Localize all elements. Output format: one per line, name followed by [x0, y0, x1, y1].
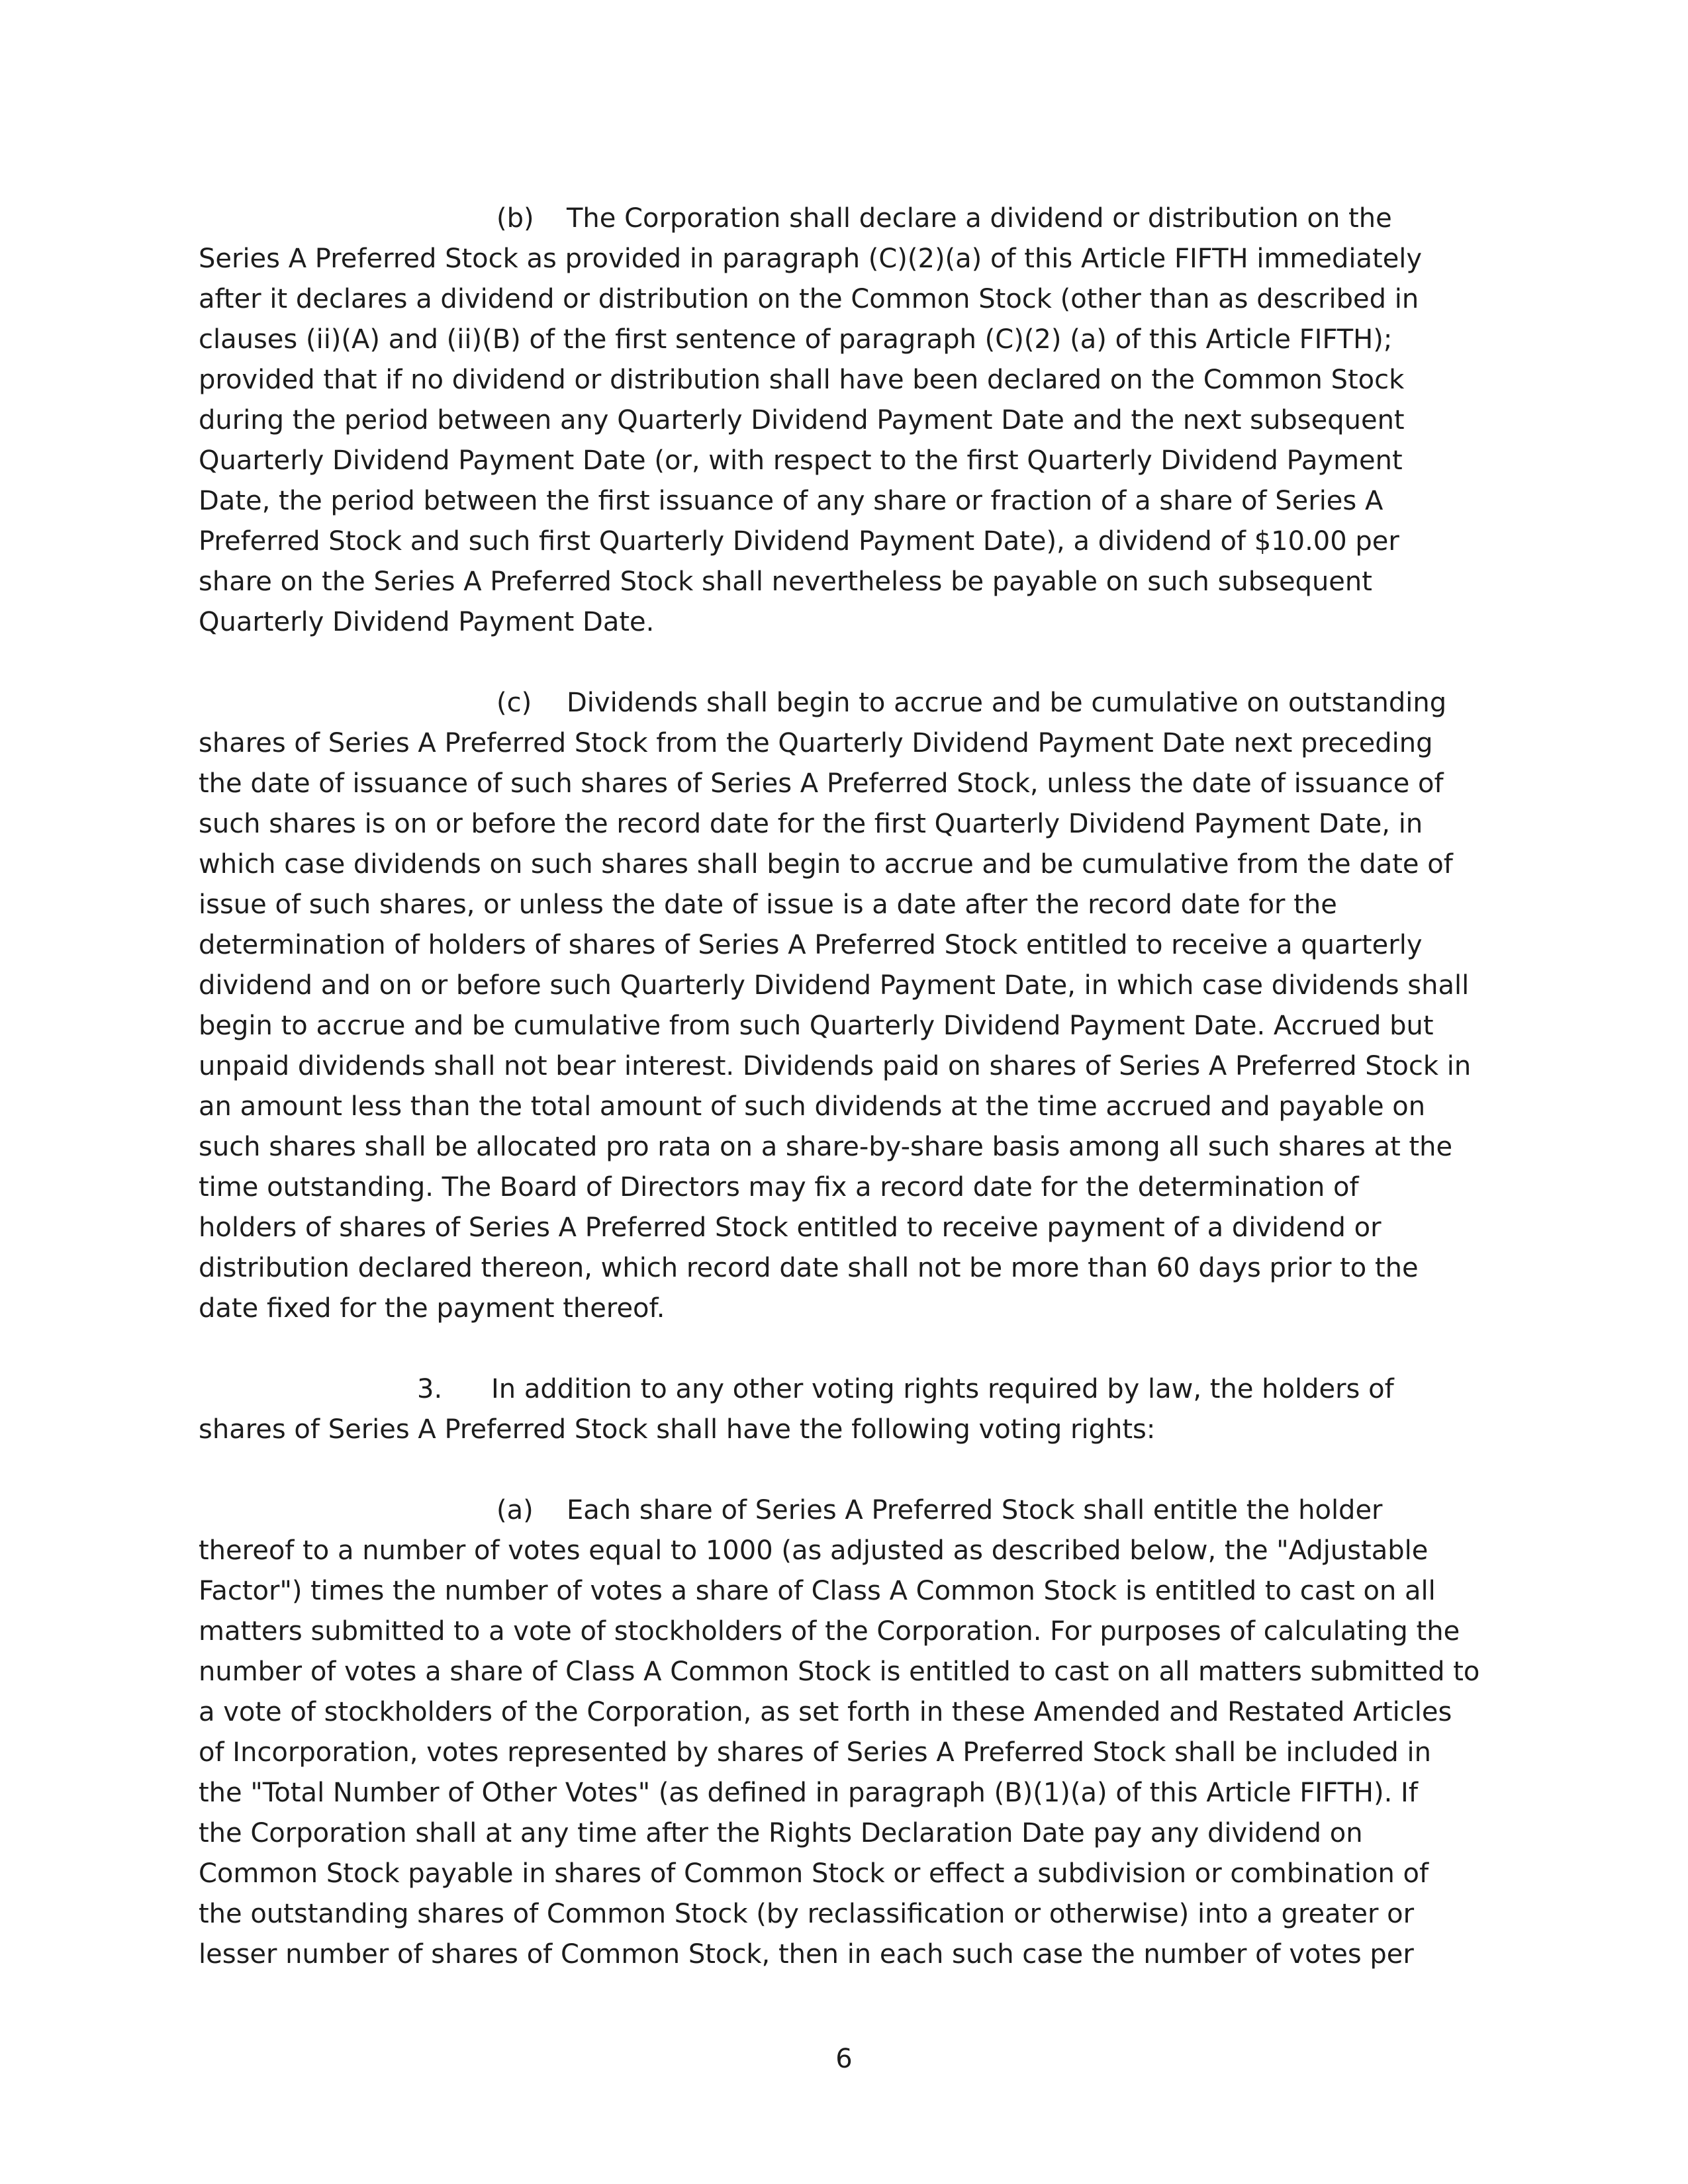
text-line: thereof to a number of votes equal to 1000 (as adjusted as described below, the "Adjustable [199, 1535, 1429, 1566]
text-line: date fixed for the payment thereof. [199, 1293, 665, 1324]
text-line: the outstanding shares of Common Stock (by reclassification or otherwise) into a greater or [199, 1899, 1415, 1929]
page-number: 6 [835, 2044, 853, 2074]
paragraph-marker: 3. [417, 1374, 443, 1404]
text-line: unpaid dividends shall not bear interest. Dividends paid on shares of Series A Preferred Stock in [199, 1051, 1472, 1081]
text-line: the Corporation shall at any time after the Rights Declaration Date pay any dividend on [199, 1818, 1363, 1848]
text-line: such shares shall be allocated pro rata on a share-by-share basis among all such shares at the [199, 1132, 1453, 1162]
text-line: issue of such shares, or unless the date of issue is a date after the record date for the [199, 889, 1337, 920]
text-line: Quarterly Dividend Payment Date. [199, 607, 655, 637]
text-line: provided that if no dividend or distribution shall have been declared on the Common Stock [199, 365, 1405, 395]
paragraph-b [199, 199, 1489, 643]
text-line: determination of holders of shares of Series A Preferred Stock entitled to receive a quarterly [199, 930, 1423, 960]
text-line: matters submitted to a vote of stockholders of the Corporation. For purposes of calculating the [199, 1616, 1460, 1647]
text-line: Series A Preferred Stock as provided in paragraph (C)(2)(a) of this Article FIFTH immediately [199, 244, 1423, 274]
paragraph-marker: (b) [496, 203, 534, 234]
text-line: Dividends shall begin to accrue and be cumulative on outstanding [567, 688, 1447, 718]
text-line: Date, the period between the first issuance of any share or fraction of a share of Series A [199, 486, 1383, 516]
text-line: Preferred Stock and such first Quarterly Dividend Payment Date), a dividend of $10.00 per [199, 526, 1399, 557]
text-line: number of votes a share of Class A Common Stock is entitled to cast on all matters submitted to [199, 1657, 1480, 1687]
text-line: Each share of Series A Preferred Stock shall entitle the holder [567, 1495, 1383, 1525]
text-line: Factor") times the number of votes a share of Class A Common Stock is entitled to cast on all [199, 1576, 1436, 1606]
text-line: distribution declared thereon, which record date shall not be more than 60 days prior to the [199, 1253, 1419, 1283]
text-line: after it declares a dividend or distribution on the Common Stock (other than as described in [199, 284, 1419, 314]
text-line: shares of Series A Preferred Stock from the Quarterly Dividend Payment Date next preceding [199, 728, 1433, 758]
text-line: a vote of stockholders of the Corporation, as set forth in these Amended and Restated Articles [199, 1697, 1452, 1727]
text-line: such shares is on or before the record date for the first Quarterly Dividend Payment Date, in [199, 809, 1423, 839]
text-line: time outstanding. The Board of Directors may fix a record date for the determination of [199, 1172, 1359, 1203]
text-line: In addition to any other voting rights required by law, the holders of [491, 1374, 1394, 1404]
paragraph-3 [199, 1369, 1489, 1450]
text-line: begin to accrue and be cumulative from such Quarterly Dividend Payment Date. Accrued but [199, 1011, 1434, 1041]
text-line: during the period between any Quarterly Dividend Payment Date and the next subsequent [199, 405, 1405, 435]
text-line: Quarterly Dividend Payment Date (or, with respect to the first Quarterly Dividend Payment [199, 445, 1403, 476]
text-line: the "Total Number of Other Votes" (as defined in paragraph (B)(1)(a) of this Article FIFTH). If [199, 1778, 1418, 1808]
text-line: share on the Series A Preferred Stock shall nevertheless be payable on such subsequent [199, 567, 1372, 597]
text-line: Common Stock payable in shares of Common Stock or effect a subdivision or combination of [199, 1858, 1429, 1889]
paragraph-marker: (c) [496, 688, 532, 718]
document-page [199, 199, 1489, 1975]
text-line: shares of Series A Preferred Stock shall have the following voting rights: [199, 1414, 1156, 1445]
paragraph-c [199, 683, 1489, 1329]
paragraph-a [199, 1490, 1489, 1975]
text-line: of Incorporation, votes represented by shares of Series A Preferred Stock shall be included in [199, 1737, 1431, 1768]
text-line: clauses (ii)(A) and (ii)(B) of the first sentence of paragraph (C)(2) (a) of this Article FIFTH); [199, 324, 1393, 355]
text-line: which case dividends on such shares shall begin to accrue and be cumulative from the date of [199, 849, 1453, 880]
text-line: an amount less than the total amount of such dividends at the time accrued and payable on [199, 1091, 1426, 1122]
paragraph-marker: (a) [496, 1495, 534, 1525]
text-line: holders of shares of Series A Preferred Stock entitled to receive payment of a dividend or [199, 1212, 1382, 1243]
text-line: dividend and on or before such Quarterly Dividend Payment Date, in which case dividends shall [199, 970, 1470, 1001]
text-line: lesser number of shares of Common Stock, then in each such case the number of votes per [199, 1939, 1414, 1970]
text-line: the date of issuance of such shares of Series A Preferred Stock, unless the date of issuance of [199, 768, 1444, 799]
text-line: The Corporation shall declare a dividend or distribution on the [567, 203, 1392, 234]
